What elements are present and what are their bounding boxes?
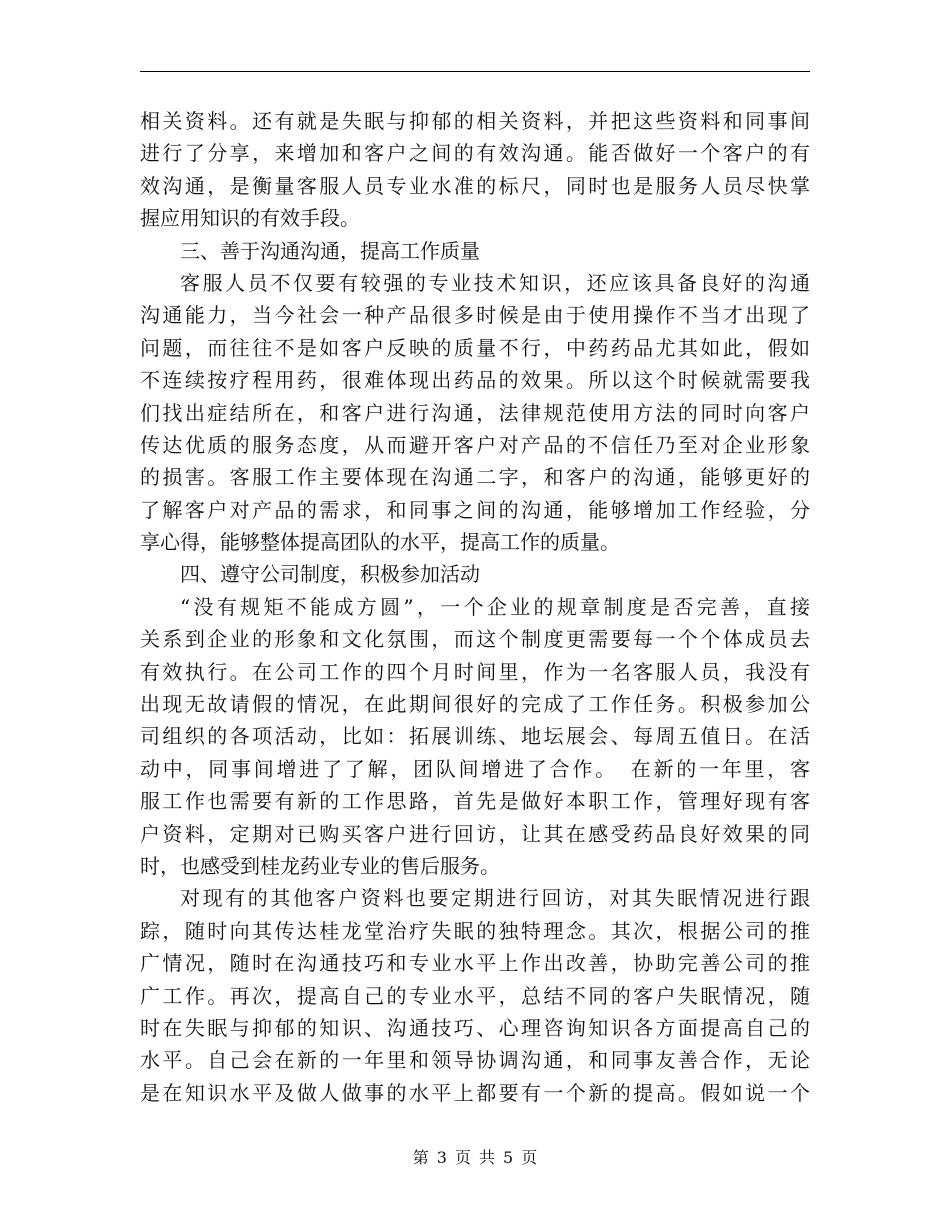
- text-line: 问题，而往往不是如客户反映的质量不行，中药药品尤其如此，假如: [140, 335, 810, 360]
- header-rule: [140, 71, 810, 72]
- text-line: 不连续按疗程用药，很难体现出药品的效果。所以这个时候就需要我: [140, 368, 810, 393]
- footer-page-label: 页: [454, 1148, 471, 1167]
- footer-suffix: 页: [521, 1148, 538, 1167]
- text-line: “没有规矩不能成方圆”，一个企业的规章制度是否完善，直接: [180, 594, 810, 619]
- text-line: 时，也感受到桂龙药业专业的售后服务。: [140, 853, 500, 878]
- text-line: 水平。自己会在新的一年里和领导协调沟通，和同事友善合作，无论: [140, 1048, 810, 1073]
- section-heading: 四、遵守公司制度，积极参加活动: [180, 562, 480, 587]
- text-line: 是在知识水平及做人做事的水平上都要有一个新的提高。假如说一个: [140, 1080, 810, 1105]
- text-line: 广工作。再次，提高自己的专业水平，总结不同的客户失眠情况，随: [140, 983, 810, 1008]
- text-line: 踪，随时向其传达桂龙堂治疗失眠的独特理念。其次，根据公司的推: [140, 918, 810, 943]
- text-line: 了解客户对产品的需求，和同事之间的沟通，能够增加工作经验，分: [140, 497, 810, 522]
- text-line: 户资料，定期对已购买客户进行回访，让其在感受药品良好效果的同: [140, 821, 810, 846]
- text-line: 对现有的其他客户资料也要定期进行回访，对其失眠情况进行跟: [180, 886, 810, 911]
- text-line: 享心得，能够整体提高团队的水平，提高工作的质量。: [140, 530, 620, 555]
- text-line: 们找出症结所在，和客户进行沟通，法律规范使用方法的同时向客户: [140, 400, 810, 425]
- text-line: 进行了分享，来增加和客户之间的有效沟通。能否做好一个客户的有: [140, 141, 810, 166]
- text-line: 关系到企业的形象和文化氛围，而这个制度更需要每一个个体成员去: [140, 627, 810, 652]
- text-line: 握应用知识的有效手段。: [140, 206, 360, 231]
- text-line: 出现无故请假的情况，在此期间很好的完成了工作任务。积极参加公: [140, 692, 810, 717]
- page-footer: [0, 1148, 950, 1168]
- text-line: 相关资料。还有就是失眠与抑郁的相关资料，并把这些资料和同事间: [140, 109, 810, 133]
- footer-total-pages: 5: [503, 1148, 514, 1167]
- text-line: 客服人员不仅要有较强的专业技术知识，还应该具备良好的沟通: [180, 270, 810, 295]
- text-line: 动中，同事间增进了了解，团队间增进了合作。 在新的一年里，客: [140, 756, 810, 781]
- footer-prefix: 第: [412, 1148, 429, 1167]
- document-body: [140, 105, 810, 1109]
- text-line: 有效执行。在公司工作的四个月时间里，作为一名客服人员，我没有: [140, 659, 810, 684]
- footer-current-page: 3: [436, 1148, 447, 1167]
- text-line: 效沟通，是衡量客服人员专业水准的标尺，同时也是服务人员尽快掌: [140, 173, 810, 198]
- footer-total-label: 共: [479, 1148, 496, 1167]
- text-line: 传达优质的服务态度，从而避开客户对产品的不信任乃至对企业形象: [140, 432, 810, 457]
- text-line: 广情况，随时在沟通技巧和专业水平上作出改善，协助完善公司的推: [140, 951, 810, 976]
- text-line: 司组织的各项活动，比如：拓展训练、地坛展会、每周五值日。在活: [140, 724, 810, 749]
- text-line: 的损害。客服工作主要体现在沟通二字，和客户的沟通，能够更好的: [140, 465, 810, 490]
- text-line: 沟通能力，当今社会一种产品很多时候是由于使用操作不当才出现了: [140, 303, 810, 328]
- text-line: 服工作也需要有新的工作思路，首先是做好本职工作，管理好现有客: [140, 789, 810, 814]
- text-line: 时在失眠与抑郁的知识、沟通技巧、心理咨询知识各方面提高自己的: [140, 1015, 810, 1040]
- section-heading: 三、善于沟通沟通，提高工作质量: [180, 238, 480, 263]
